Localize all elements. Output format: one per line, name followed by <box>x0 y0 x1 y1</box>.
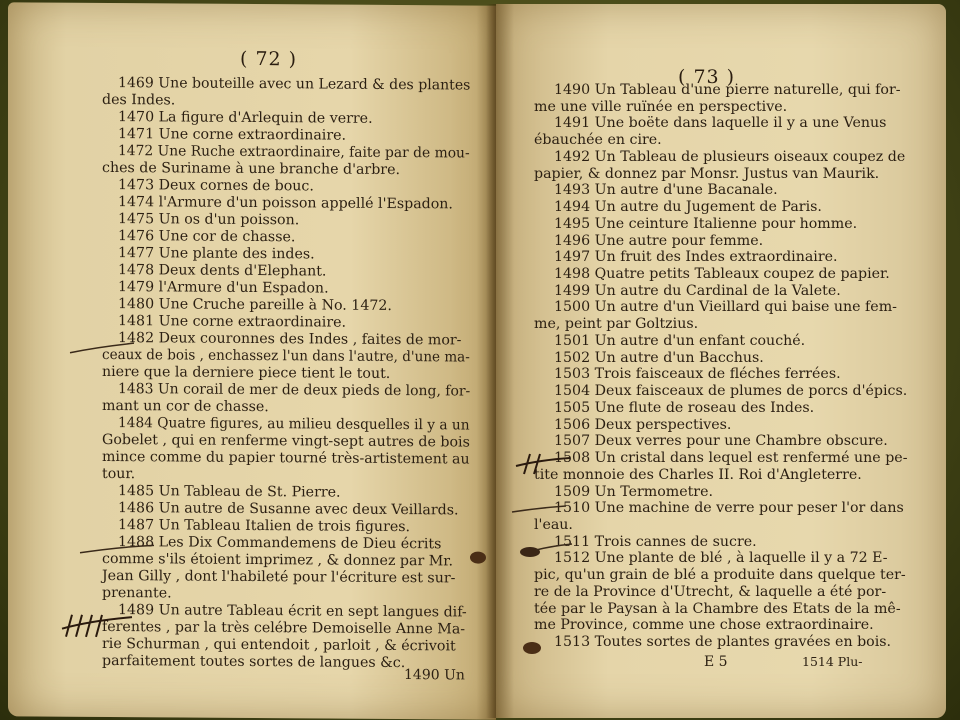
text-line: l'eau. <box>534 516 573 533</box>
text-line: papier, & donnez par Monsr. Justus van Maurik. <box>534 165 880 182</box>
pencil-mark <box>68 323 138 363</box>
page-number: ( 72 ) <box>240 47 298 71</box>
text-line: 1497 Un fruit des Indes extraordinaire. <box>554 249 838 266</box>
text-line: 1494 Un autre du Jugement de Paris. <box>554 199 822 216</box>
signature-mark: E 5 <box>704 654 728 670</box>
text-line: 1513 Toutes sortes de plantes gravées en bois. <box>554 634 892 651</box>
text-line: 1487 Un Tableau Italien de trois figures. <box>118 517 411 536</box>
text-line: 1482 Deux couronnes des Indes , faites de mor- <box>118 330 462 349</box>
pencil-mark <box>78 539 158 560</box>
pencil-mark <box>510 498 570 518</box>
text-line: 1496 Une autre pour femme. <box>554 232 764 249</box>
text-line: 1490 Un Tableau d'une pierre naturelle, qui for- <box>554 82 901 98</box>
text-line: 1506 Deux perspectives. <box>554 416 732 433</box>
text-line: ébauchée en cire. <box>534 132 662 149</box>
text-line: 1498 Quatre petits Tableaux coupez de papier. <box>554 266 890 283</box>
text-line: des Indes. <box>102 91 176 109</box>
text-line: 1489 Un autre Tableau écrit en sept langues dif- <box>118 602 467 621</box>
text-line: 1486 Un autre de Susanne avec deux Veillards. <box>118 500 459 519</box>
pencil-mark <box>516 536 576 566</box>
text-line: parfaitement toutes sortes de langues &c. <box>102 652 406 672</box>
text-line: 1485 Un Tableau de St. Pierre. <box>118 483 341 501</box>
text-line: 1499 Un autre du Cardinal de la Valete. <box>554 282 841 299</box>
text-line: Jean Gilly , dont l'habileté pour l'écriture est sur- <box>102 567 456 587</box>
text-line: tour. <box>102 465 136 483</box>
text-line: 1473 Deux cornes de bouc. <box>118 177 314 195</box>
text-line: 1481 Une corne extraordinaire. <box>118 313 347 331</box>
text-line: 1509 Un Termometre. <box>554 483 713 500</box>
text-line: tite monnoie des Charles II. Roi d'Angleterre. <box>534 466 862 483</box>
text-line: 1475 Un os d'un poisson. <box>118 211 300 229</box>
text-line: 1493 Un autre d'une Bacanale. <box>554 182 778 199</box>
text-line: 1500 Un autre d'un Vieillard qui baise une fem- <box>554 299 897 316</box>
text-line: 1478 Deux dents d'Elephant. <box>118 262 327 280</box>
text-line: comme s'ils étoient imprimez , & donnez par Mr. <box>102 550 454 570</box>
text-line: re de la Province d'Utrecht, & laquelle a été por- <box>534 583 887 600</box>
text-line: ches de Suriname à une branche d'arbre. <box>102 159 400 179</box>
catchword: 1514 Plu- <box>802 654 863 669</box>
text-line: Gobelet , qui en renferme vingt-sept autres de bois <box>102 431 470 451</box>
text-line: 1477 Une plante des indes. <box>118 245 315 263</box>
ink-blot <box>518 636 548 660</box>
text-line: 1474 l'Armure d'un poisson appellé l'Espadon. <box>118 194 453 213</box>
text-line: 1505 Une flute de roseau des Indes. <box>554 399 815 416</box>
text-line: 1484 Quatre figures, au milieu desquelles il y a un <box>118 415 470 434</box>
text-line: 1502 Un autre d'un Bacchus. <box>554 349 764 366</box>
text-line: 1507 Deux verres pour une Chambre obscure. <box>554 433 888 450</box>
text-line: 1476 Une cor de chasse. <box>118 228 296 246</box>
text-line: tée par le Paysan à la Chambre des Etats de la mê- <box>534 600 901 617</box>
text-line: 1472 Une Ruche extraordinaire, faite par de mou- <box>118 143 470 162</box>
text-line: 1479 l'Armure d'un Espadon. <box>118 279 329 297</box>
text-line: 1469 Une bouteille avec un Lezard & des plantes <box>118 75 471 94</box>
text-line: me une ville ruïnée en perspective. <box>534 98 788 115</box>
text-line: 1510 Une machine de verre pour peser l'or dans <box>554 500 904 517</box>
text-line: mant un cor de chasse. <box>102 397 269 416</box>
text-line: ceaux de bois , enchassez l'un dans l'autre, d'une ma- <box>102 346 470 366</box>
catchword: 1490 Un <box>404 667 465 684</box>
text-line: niere que la derniere piece tient le tout. <box>102 363 391 382</box>
text-line: 1483 Un corail de mer de deux pieds de long, for- <box>118 381 471 400</box>
text-line: 1512 Une plante de blé , à laquelle il y a 72 E- <box>554 550 888 567</box>
text-line: 1495 Une ceinture Italienne pour homme. <box>554 215 858 232</box>
page-number: ( 73 ) <box>678 66 736 88</box>
text-line: rie Schurman , qui entendoit , parloit , & écrivoit <box>102 635 456 655</box>
text-line: mince comme du papier tourné très-artistement au <box>102 448 470 468</box>
text-line: 1501 Un autre d'un enfant couché. <box>554 332 806 349</box>
text-line: 1511 Trois cannes de sucre. <box>554 533 757 550</box>
text-line: ferentes , par la très celébre Demoiselle Anne Ma- <box>102 618 466 638</box>
text-line: 1491 Une boëte dans laquelle il y a une Venus <box>554 115 887 132</box>
text-line: 1504 Deux faisceaux de plumes de porcs d'épics. <box>554 383 908 400</box>
text-line: me Province, comme une chose extraordinaire. <box>534 617 874 634</box>
right-page <box>496 4 946 718</box>
text-line: 1508 Un cristal dans lequel est renfermé une pe- <box>554 450 908 467</box>
left-page <box>8 2 496 719</box>
text-line: 1480 Une Cruche pareille à No. 1472. <box>118 296 392 314</box>
text-line: 1488 Les Dix Commandemens de Dieu écrits <box>118 534 442 553</box>
text-line: pic, qu'un grain de blé a produite dans quelque ter- <box>534 567 906 584</box>
text-line: 1503 Trois faisceaux de fléches ferrées. <box>554 366 841 383</box>
text-line: 1470 La figure d'Arlequin de verre. <box>118 109 373 127</box>
tally-mark <box>514 450 574 480</box>
tally-mark <box>60 607 140 648</box>
open-book <box>8 4 952 718</box>
text-line: me, peint par Goltzius. <box>534 316 699 333</box>
text-line: 1492 Un Tableau de plusieurs oiseaux coupez de <box>554 148 906 165</box>
text-line: 1471 Une corne extraordinaire. <box>118 126 347 144</box>
text-line: prenante. <box>102 584 172 602</box>
